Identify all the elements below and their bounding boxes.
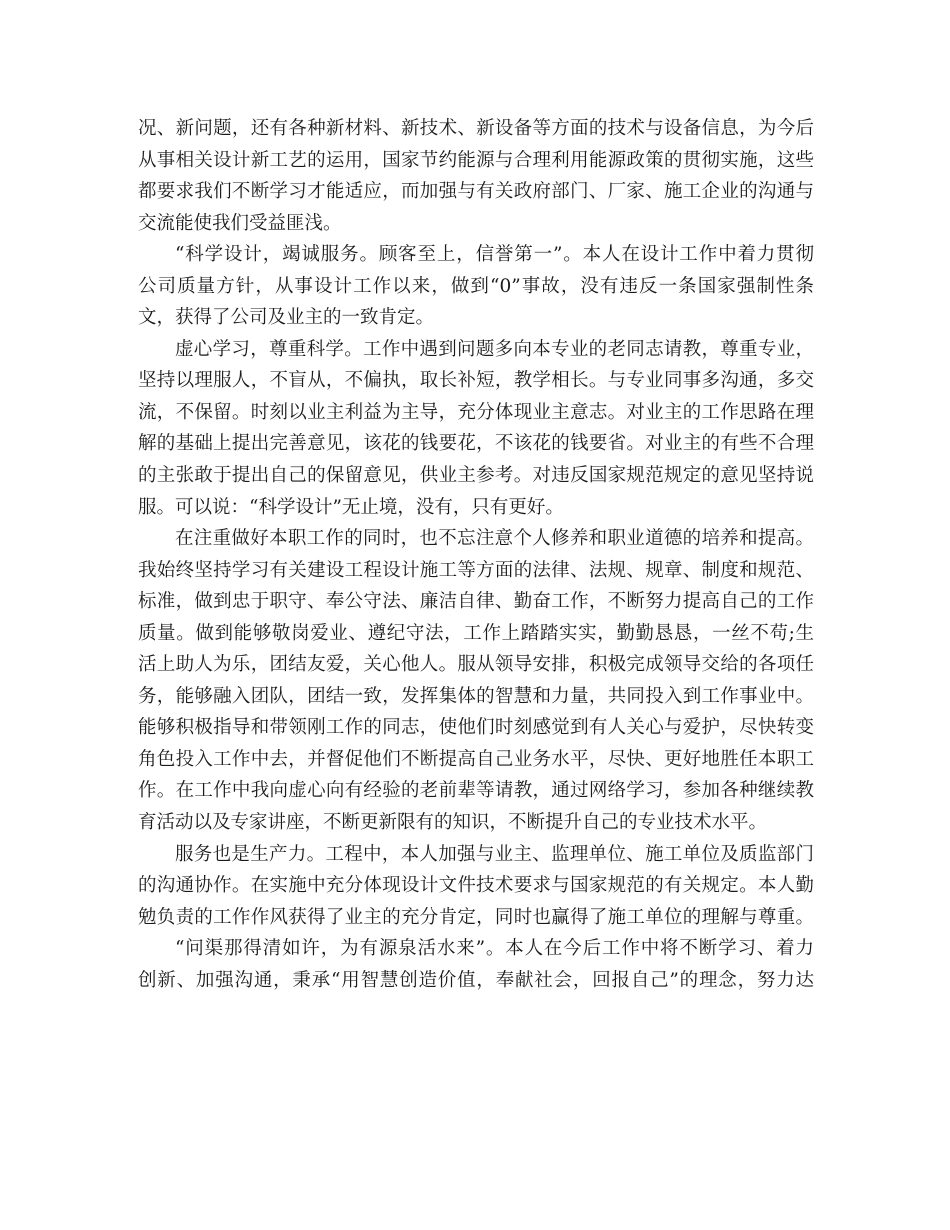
text-line: “科学设计，竭诚服务。顾客至上，信誉第一”。本人在设计工作中着力贯彻 [175, 244, 814, 266]
text-line: 解的基础上提出完善意见，该花的钱要花，不该花的钱要省。对业主的有些不合理 [138, 433, 814, 455]
text-line: 务，能够融入团队，团结一致，发挥集体的智慧和力量，共同投入到工作事业中。 [138, 685, 814, 707]
text-line: 都要求我们不断学习才能适应，而加强与有关政府部门、厂家、施工企业的沟通与 [138, 181, 814, 203]
text-line: 交流能使我们受益匪浅。 [138, 212, 342, 234]
text-line: 况、新问题，还有各种新材料、新技术、新设备等方面的技术与设备信息，为今后 [138, 118, 814, 139]
text-line: 创新、加强沟通，秉承“用智慧创造价值，奉献社会，回报自己”的理念，努力达 [138, 969, 814, 991]
text-line: 公司质量方针，从事设计工作以来，做到“0”事故，没有违反一条国家强制性条 [138, 275, 814, 297]
text-line: 服。可以说：“科学设计”无止境，没有，只有更好。 [138, 496, 564, 518]
text-line: 能够积极指导和带领刚工作的同志，使他们时刻感觉到有人关心与爱护，尽快转变 [138, 717, 814, 739]
text-line: 在注重做好本职工作的同时，也不忘注意个人修养和职业道德的培养和提高。 [175, 528, 814, 550]
text-line: 作。在工作中我向虚心向有经验的老前辈等请教，通过网络学习，参加各种继续教 [138, 780, 814, 802]
text-line: 活上助人为乐，团结友爱，关心他人。服从领导安排，积极完成领导交给的各项任 [138, 654, 814, 676]
text-line: 流，不保留。时刻以业主利益为主导，充分体现业主意志。对业主的工作思路在理 [138, 401, 814, 423]
text-line: 服务也是生产力。工程中，本人加强与业主、监理单位、施工单位及质监部门 [175, 843, 814, 865]
text-line: “问渠那得清如许，为有源泉活水来”。本人在今后工作中将不断学习、着力 [175, 938, 814, 960]
text-line: 标准，做到忠于职守、奉公守法、廉洁自律、勤奋工作，不断努力提高自己的工作 [138, 591, 814, 613]
document-page [138, 113, 814, 996]
text-line: 虚心学习，尊重科学。工作中遇到问题多向本专业的老同志请教，尊重专业， [175, 338, 814, 360]
text-line: 角色投入工作中去，并督促他们不断提高自己业务水平，尽快、更好地胜任本职工 [138, 748, 814, 770]
text-line: 的沟通协作。在实施中充分体现设计文件技术要求与国家规范的有关规定。本人勤 [138, 875, 814, 897]
text-line: 勉负责的工作作风获得了业主的充分肯定，同时也赢得了施工单位的理解与尊重。 [138, 906, 814, 928]
text-line: 文，获得了公司及业主的一致肯定。 [138, 307, 435, 329]
text-line: 育活动以及专家讲座，不断更新限有的知识，不断提升自己的专业技术水平。 [138, 812, 768, 834]
text-line: 从事相关设计新工艺的运用，国家节约能源与合理利用能源政策的贯彻实施，这些 [138, 149, 814, 171]
text-line: 坚持以理服人，不盲从，不偏执，取长补短，教学相长。与专业同事多沟通，多交 [138, 370, 814, 392]
text-line: 我始终坚持学习有关建设工程设计施工等方面的法律、法规、规章、制度和规范、 [138, 559, 814, 581]
text-line: 质量。做到能够敬岗爱业、遵纪守法，工作上踏踏实实，勤勤恳恳，一丝不苟;生 [138, 622, 814, 644]
text-line: 的主张敢于提出自己的保留意见，供业主参考。对违反国家规范规定的意见坚持说 [138, 465, 814, 487]
